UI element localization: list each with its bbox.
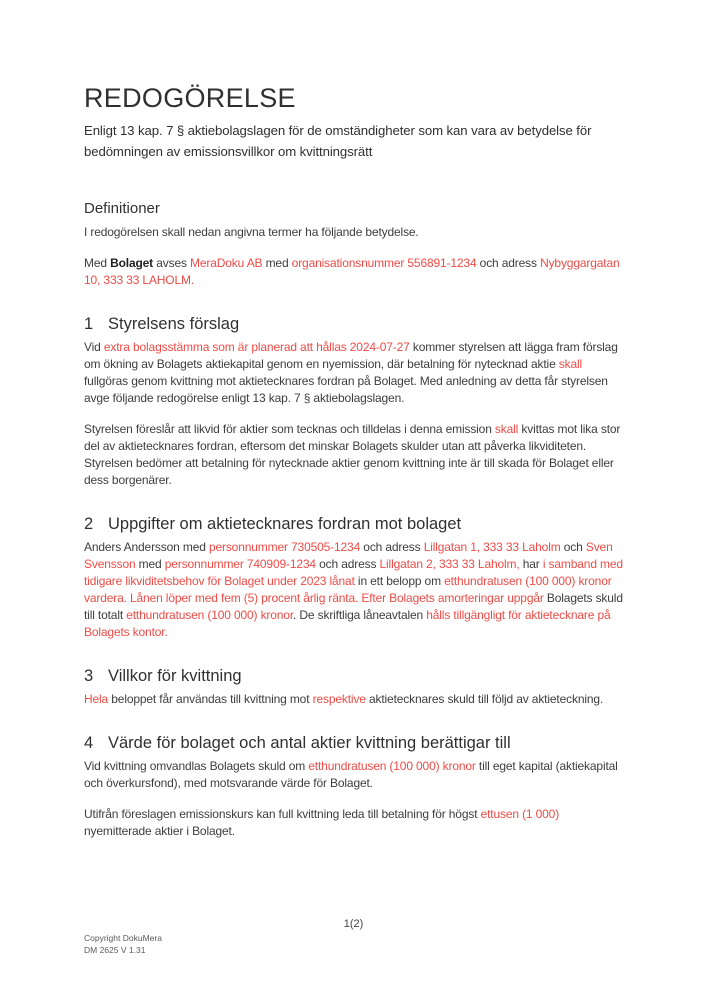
highlighted-text-run: personnummer 740909-1234 xyxy=(164,557,316,571)
highlighted-text-run: skall xyxy=(494,422,519,436)
paragraph xyxy=(84,539,624,641)
highlighted-text-run: etthundratusen (100 000) kronor xyxy=(126,608,294,622)
footer-copyright: Copyright DokuMera xyxy=(84,933,162,943)
section-heading-text: Villkor för kvittning xyxy=(108,667,242,685)
text-run: och xyxy=(560,540,586,554)
text-run: och adress xyxy=(476,256,541,270)
text-run: och adress xyxy=(360,540,424,554)
paragraph xyxy=(84,758,624,792)
highlighted-text-run: etthundratusen (100 000) kronor xyxy=(308,759,476,773)
text-run: aktietecknares skuld till följd av aktieteckning. xyxy=(365,692,604,706)
highlighted-text-run: extra bolagsstämma som är planerad att hållas 2024-07-27 xyxy=(103,340,410,354)
document-sections xyxy=(84,199,624,840)
section-heading xyxy=(84,732,624,754)
paragraph xyxy=(84,421,624,489)
text-run: har xyxy=(519,557,543,571)
section xyxy=(84,313,624,489)
text-run: Med xyxy=(84,256,111,270)
text-run: Bolagets skuld till totalt xyxy=(84,591,623,622)
section-number: 4 xyxy=(84,734,94,752)
section-number: 2 xyxy=(84,515,94,533)
paragraph xyxy=(84,339,624,407)
highlighted-text-run: skall xyxy=(558,357,583,371)
text-run: nyemitterade aktier i Bolaget. xyxy=(84,824,235,838)
paragraph xyxy=(84,691,624,708)
section xyxy=(84,513,624,641)
highlighted-text-run: etthundratusen (100 000) kronor vardera. Lånen löper med fem (5) procent årlig ränta. Efter Bolagets amorteringar uppgår xyxy=(84,574,612,605)
footer-version: DM 2625 V 1.31 xyxy=(84,944,146,955)
text-run: med xyxy=(135,557,165,571)
paragraph xyxy=(84,806,624,840)
text-run: Bolaget xyxy=(110,256,154,270)
section-number: 3 xyxy=(84,667,94,685)
highlighted-text-run: Sven Svensson xyxy=(84,540,613,571)
highlighted-text-run: Lillgatan 1, 333 33 Laholm xyxy=(423,540,561,554)
text-run: Styrelsen föreslår att likvid för aktier som tecknas och tilldelas i denna emission xyxy=(84,422,495,436)
section xyxy=(84,199,624,289)
text-run: . De skriftliga låneavtalen xyxy=(293,608,427,622)
section-heading-text: Styrelsens förslag xyxy=(108,315,240,333)
highlighted-text-run: i samband med tidigare likviditetsbehov för Bolaget under 2023 lånat xyxy=(84,557,623,588)
text-run: kommer styrelsen att lägga fram förslag om ökning av Bolagets aktiekapital genom en nyemission, där betalning för nytecknad aktie xyxy=(84,340,618,371)
section-heading xyxy=(84,199,624,218)
highlighted-text-run: hålls tillgängligt för aktietecknare på Bolagets kontor. xyxy=(84,608,611,639)
section-heading xyxy=(84,313,624,335)
text-run: I redogörelsen skall nedan angivna termer ha följande betydelse. xyxy=(84,225,419,239)
highlighted-text-run: MeraDoku AB xyxy=(190,256,263,270)
section xyxy=(84,732,624,840)
text-run: fullgöras genom kvittning mot aktietecknares fordran på Bolaget. Med anledning av detta får styrelsen avge följande redogörelse enligt 13 kap. 7 § aktiebolagslagen. xyxy=(84,374,608,405)
section-heading-text: Uppgifter om aktietecknares fordran mot bolaget xyxy=(108,515,462,533)
section-number: 1 xyxy=(84,315,94,333)
text-run: till eget kapital (aktiekapital och överkursfond), med motsvarande värde för Bolaget. xyxy=(84,759,618,790)
text-run: med xyxy=(262,256,292,270)
section-heading-text: Definitioner xyxy=(84,200,160,217)
highlighted-text-run: organisationsnummer 556891-1234 xyxy=(291,256,477,270)
section-heading xyxy=(84,513,624,535)
highlighted-text-run: ettusen (1 000) xyxy=(480,807,560,821)
text-run: Anders Andersson med xyxy=(84,540,209,554)
text-run: avses xyxy=(153,256,191,270)
page-title: REDOGÖRELSE xyxy=(84,83,296,113)
text-run: beloppet får användas till kvittning mot xyxy=(108,692,313,706)
text-run: Vid kvittning omvandlas Bolagets skuld om xyxy=(84,759,309,773)
page-number: 1(2) xyxy=(343,918,364,930)
highlighted-text-run: Hela xyxy=(84,692,109,706)
highlighted-text-run: Lillgatan 2, 333 33 Laholm, xyxy=(379,557,520,571)
highlighted-text-run: Nybyggargatan 10, 333 33 LAHOLM. xyxy=(84,256,620,287)
footer-meta xyxy=(84,933,162,956)
text-run: Utifrån föreslagen emissionskurs kan full kvittning leda till betalning för högst xyxy=(84,807,481,821)
paragraph xyxy=(84,255,624,289)
highlighted-text-run: personnummer 730505-1234 xyxy=(208,540,361,554)
paragraph xyxy=(84,224,624,241)
text-run: Vid xyxy=(84,340,104,354)
document-content xyxy=(84,82,624,840)
section-heading-text: Värde för bolaget och antal aktier kvittning berättigar till xyxy=(108,734,511,752)
text-run: in ett belopp om xyxy=(354,574,445,588)
text-run: kvittas mot lika stor del av aktietecknares fordran, eftersom det minskar Bolagets skulder utan att påverka likviditeten. Styrelsen bedömer att betalning för nytecknade aktier genom kvittning inte är till skada för Bolaget eller dess borgenärer. xyxy=(84,422,621,487)
section-heading xyxy=(84,665,624,687)
section xyxy=(84,665,624,708)
page-subtitle: Enligt 13 kap. 7 § aktiebolagslagen för de omständigheter som kan vara av betydelse för bedömningen av emissionsvillkor om kvittningsrätt xyxy=(84,123,592,159)
highlighted-text-run: respektive xyxy=(312,692,366,706)
text-run: och adress xyxy=(315,557,380,571)
